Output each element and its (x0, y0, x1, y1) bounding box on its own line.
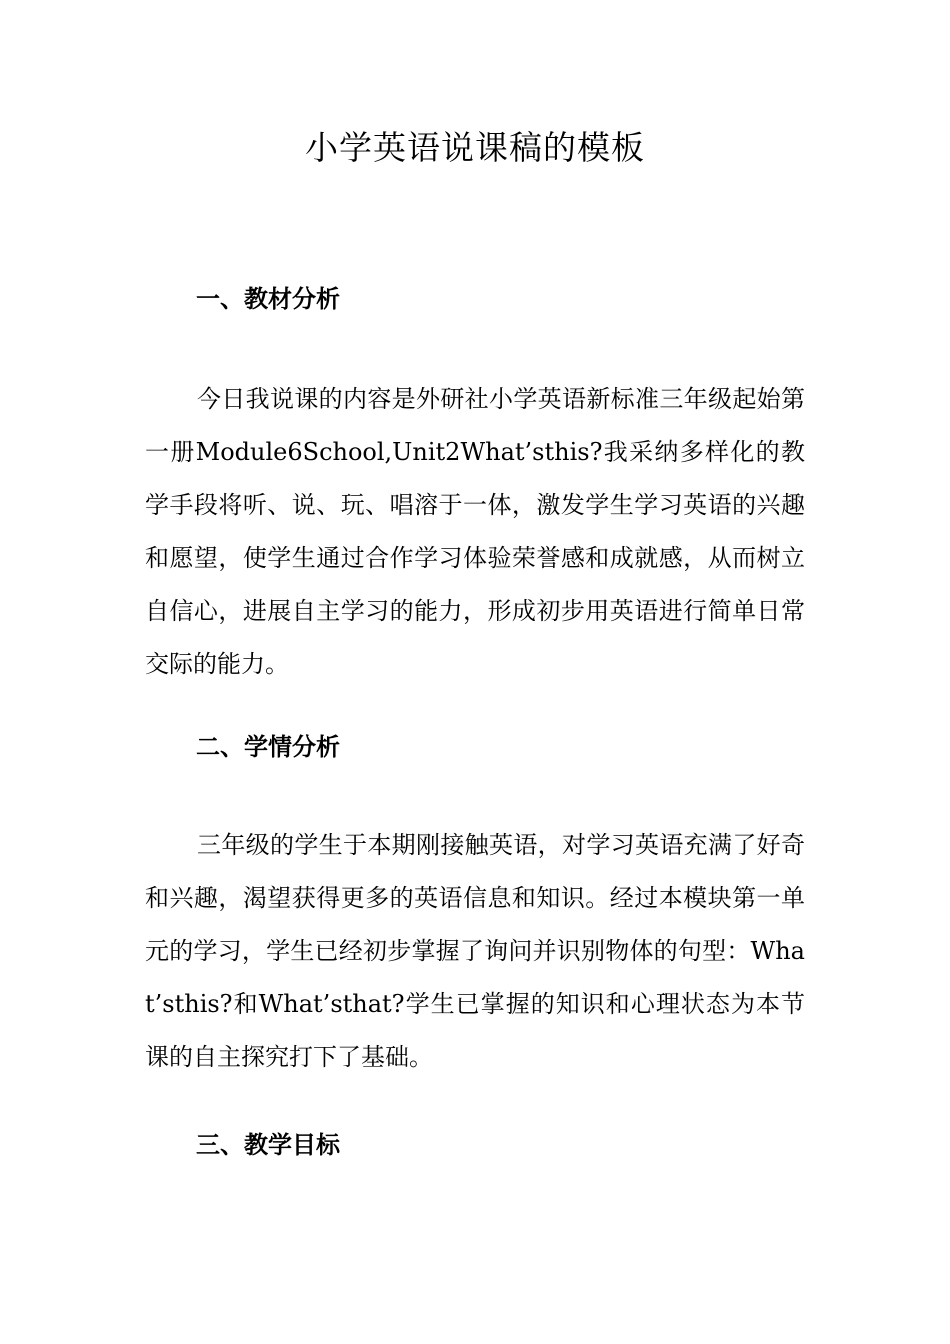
section-paragraph-student-analysis: 三年级的学生于本期刚接触英语，对学习英语充满了好奇和兴趣，渴望获得更多的英语信息和知识。经过本模块第一单元的学习，学生已经初步掌握了询问并识别物体的句型：What’sthis?和What’sthat?学生已掌握的知识和心理状态为本节课的自主探究打下了基础。 (145, 831, 805, 1071)
section-heading-textbook-analysis: 一、教材分析 (196, 284, 340, 313)
section-heading-student-analysis: 二、学情分析 (196, 732, 340, 761)
section-paragraph-textbook-analysis: 今日我说课的内容是外研社小学英语新标准三年级起始第一册Module6School,Unit2What’sthis?我采纳多样化的教学手段将听、说、玩、唱溶于一体，激发学生学习英语的兴趣和愿望，使学生通过合作学习体验荣誉感和成就感，从而树立自信心，进展自主学习的能力，形成初步用英语进行简单日常交际的能力。 (145, 385, 805, 678)
document-title: 小学英语说课稿的模板 (305, 128, 645, 167)
section-heading-teaching-goals: 三、教学目标 (196, 1130, 340, 1159)
